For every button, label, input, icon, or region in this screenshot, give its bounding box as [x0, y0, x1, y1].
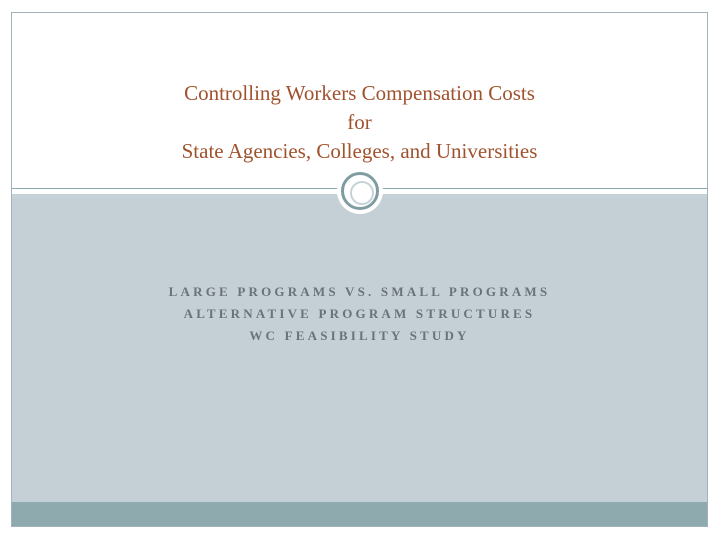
title-area	[12, 13, 707, 189]
slide	[11, 12, 708, 527]
ring-outline	[341, 172, 379, 210]
subtitle-area	[12, 198, 707, 503]
title-line: Controlling Workers Compensation Costs	[184, 81, 535, 105]
slide-title	[12, 79, 707, 166]
title-line: State Agencies, Colleges, and Universities	[181, 139, 538, 163]
subtitle-line: WC FEASIBILITY STUDY	[249, 328, 470, 343]
slide-subtitle	[12, 281, 707, 347]
footer-bar	[12, 502, 707, 526]
subtitle-line: LARGE PROGRAMS VS. SMALL PROGRAMS	[168, 284, 551, 299]
decorative-ring-icon	[337, 168, 383, 214]
subtitle-line: ALTERNATIVE PROGRAM STRUCTURES	[183, 306, 536, 321]
title-line: for	[347, 110, 372, 134]
ring-center	[350, 181, 374, 205]
